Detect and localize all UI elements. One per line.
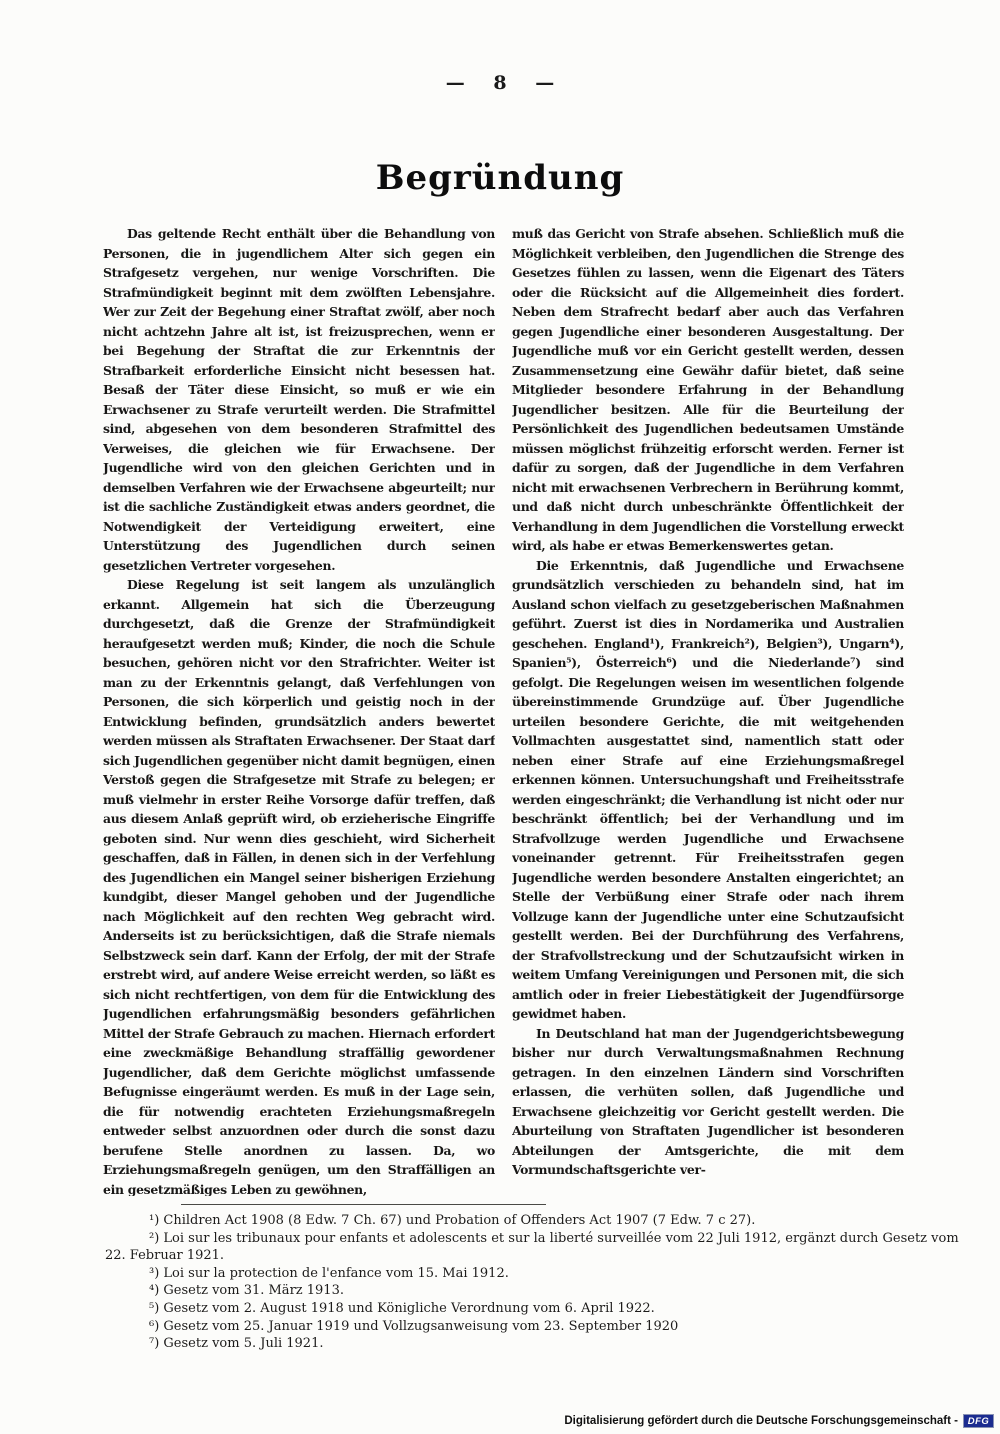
digitization-footer <box>564 1414 994 1428</box>
body-text <box>103 224 904 1196</box>
right-column <box>512 224 904 1196</box>
footnote-2: ²) Loi sur les tribunaux pour enfants et adolescents et sur la liberté surveillée vom 22 Juli 1912, ergänzt durch Gesetz vom 22. Februar 1921. <box>105 1230 959 1264</box>
paragraph-germany: In Deutschland hat man der Jugendgerichtsbewegung bisher nur durch Verwaltungsmaßnahmen Rechnung getragen. In den einzelnen Ländern sind Vorschriften erlassen, die verhüten sollen, daß Jugendliche und Erwachsene gleichzeitig vor Gericht gestellt werden. Die Aburteilung von Straftaten Jugendlicher ist besonderen Abteilungen der Amtsgerichte, die mit dem Vormundschaftsgerichte ver- <box>512 1025 904 1177</box>
footnote-5: ⁵) Gesetz vom 2. August 1918 und Königliche Verordnung vom 6. April 1922. <box>149 1300 655 1316</box>
page-number: — 8 — <box>445 72 555 94</box>
footnote-separator <box>181 1204 546 1205</box>
footnotes <box>105 1212 970 1353</box>
digitization-credit: Digitalisierung gefördert durch die Deutsche Forschungsgemeinschaft - <box>564 1415 958 1427</box>
paragraph-continuation: muß das Gericht von Strafe absehen. Schließlich muß die Möglichkeit verbleiben, den Jugendlichen die Strenge des Gesetzes fühlen zu lassen, wenn die Eigenart des Täters oder die Rücksicht auf die Allgemeinheit dies fordert. Neben dem Strafrecht bedarf aber auch das Verfahren gegen Jugendliche einer besonderen Ausgestaltung. Der Jugendliche muß vor ein Gericht gestellt werden, dessen Zusammensetzung eine Gewähr dafür bietet, daß seine Mitglieder besondere Erfahrung in der Behandlung Jugendlicher besitzen. Alle für die Beurteilung der Persönlichkeit des Jugendlichen bedeutsamen Umstände müssen möglichst frühzeitig erforscht werden. Ferner ist dafür zu sorgen, daß der Jugendliche in dem Verfahren nicht mit erwachsenen Verbrechern in Berührung kommt, und daß nicht durch unbeschränkte Öffentlichkeit der Verhandlung in dem Jugendlichen die Vorstellung erweckt wird, als habe er etwas Bemerkenswertes getan. <box>512 226 904 553</box>
footnote-3: ³) Loi sur la protection de l'enfance vom 15. Mai 1912. <box>149 1265 509 1281</box>
footnote-4: ⁴) Gesetz vom 31. März 1913. <box>149 1283 344 1299</box>
document-title: Begründung <box>375 158 625 198</box>
dfg-logo: DFG <box>963 1414 994 1428</box>
paragraph-current-law: Das geltende Recht enthält über die Behandlung von Personen, die in jugendlichem Alter sich gegen ein Strafgesetz vergehen, nur wenige Vorschriften. Die Strafmündigkeit beginnt mit dem zwölften Lebensjahre. Wer zur Zeit der Begehung einer Straftat zwölf, aber noch nicht achtzehn Jahre alt ist, ist freizusprechen, wenn er bei Begehung der Straftat die zur Erkenntnis der Strafbarkeit erforderliche Einsicht nicht besessen hat. Besaß der Täter diese Einsicht, so muß er wie ein Erwachsener zu Strafe verurteilt werden. Die Strafmittel sind, abgesehen von dem besonderen Strafmittel des Verweises, die gleichen wie für Erwachsene. Der Jugendliche wird von den gleichen Gerichten und in demselben Verfahren wie der Erwachsene abgeurteilt; nur ist die sachliche Zuständigkeit etwas anders geordnet, die Notwendigkeit der Verteidigung erweitert, eine Unterstützung des Jugendlichen durch seinen gesetzlichen Vertreter vorgesehen. <box>103 226 495 573</box>
paragraph-foreign-legislation: Die Erkenntnis, daß Jugendliche und Erwachsene grundsätzlich verschieden zu behandeln sind, hat im Ausland schon vielfach zu gesetzgeberischen Maßnahmen geführt. Zuerst ist dies in Nordamerika und Australien geschehen. England¹), Frankreich²), Belgien³), Ungarn⁴), Spanien⁵), Österreich⁶) und die Niederlande⁷) sind gefolgt. Die Regelungen weisen im wesentlichen folgende übereinstimmende Grundzüge auf. Über Jugendliche urteilen besondere Gerichte, die mit weitgehenden Vollmachten ausgestattet sind, namentlich statt oder neben einer Strafe auf eine Erziehungsmaßregel erkennen können. Untersuchungshaft und Freiheitsstrafe werden eingeschränkt; die Verhandlung ist nicht oder nur beschränkt öffentlich; bei der Verhandlung und im Strafvollzuge werden Jugendliche und Erwachsene voneinander getrennt. Für Freiheitsstrafen gegen Jugendliche werden besondere Anstalten eingerichtet; an Stelle der Verbüßung einer Strafe oder nach ihrem Vollzuge kann der Jugendliche unter eine Schutzaufsicht gestellt werden. Bei der Durchführung des Verfahrens, der Strafvollstreckung und der Schutzaufsicht wirken in weitem Umfang Vereinigungen und Personen mit, die sich amtlich oder in freier Liebestätigkeit der Jugendfürsorge gewidmet haben. <box>512 557 904 1021</box>
footnote-6: ⁶) Gesetz vom 25. Januar 1919 und Vollzugsanweisung vom 23. September 1920 <box>149 1318 679 1334</box>
footnote-1: ¹) Children Act 1908 (8 Edw. 7 Ch. 67) und Probation of Offenders Act 1907 (7 Edw. 7 c 27). <box>149 1213 756 1228</box>
left-column <box>103 224 495 1196</box>
paragraph-inadequacy: Diese Regelung ist seit langem als unzulänglich erkannt. Allgemein hat sich die Überzeugung durchgesetzt, daß die Grenze der Strafmündigkeit heraufgesetzt werden muß; Kinder, die noch die Schule besuchen, gehören nicht vor den Strafrichter. Weiter ist man zu der Erkenntnis gelangt, daß Verfehlungen von Personen, die sich körperlich und geistig noch in der Entwicklung befinden, grundsätzlich anders bewertet werden müssen als Straftaten Erwachsener. Der Staat darf sich Jugendlichen gegenüber nicht damit begnügen, einen Verstoß gegen die Strafgesetze mit Strafe zu belegen; er muß vielmehr in erster Reihe Vorsorge dafür treffen, daß aus diesem Anlaß geprüft wird, ob erzieherische Eingriffe geboten sind. Nur wenn dies geschieht, wird Sicherheit geschaffen, daß in Fällen, in denen sich in der Verfehlung des Jugendlichen ein Mangel seiner bisherigen Erziehung kundgibt, dieser Mangel gehoben und der Jugendliche nach Möglichkeit auf den rechten Weg gebracht wird. Anderseits ist zu berücksichtigen, daß die Strafe niemals Selbstzweck sein darf. Kann der Erfolg, der mit der Strafe erstrebt wird, auf andere Weise erreicht werden, so läßt es sich nicht rechtfertigen, von dem für die Entwicklung des Jugendlichen erfahrungsmäßig besonders gefährlichen Mittel der Strafe Gebrauch zu machen. Hiernach erfordert eine zweckmäßige Behandlung straffällig gewordener Jugendlicher, daß dem Gerichte möglichst umfassende Befugnisse eingeräumt werden. Es muß in der Lage sein, die für notwendig erachteten Erziehungsmaßregeln entweder selbst anzuordnen oder durch die sonst dazu berufene Stelle anordnen zu lassen. Da, wo Erziehungsmaßregeln genügen, um den Straffälligen an ein gesetzmäßiges Leben zu gewöhnen, <box>103 577 495 1196</box>
footnote-7: ⁷) Gesetz vom 5. Juli 1921. <box>149 1336 324 1352</box>
